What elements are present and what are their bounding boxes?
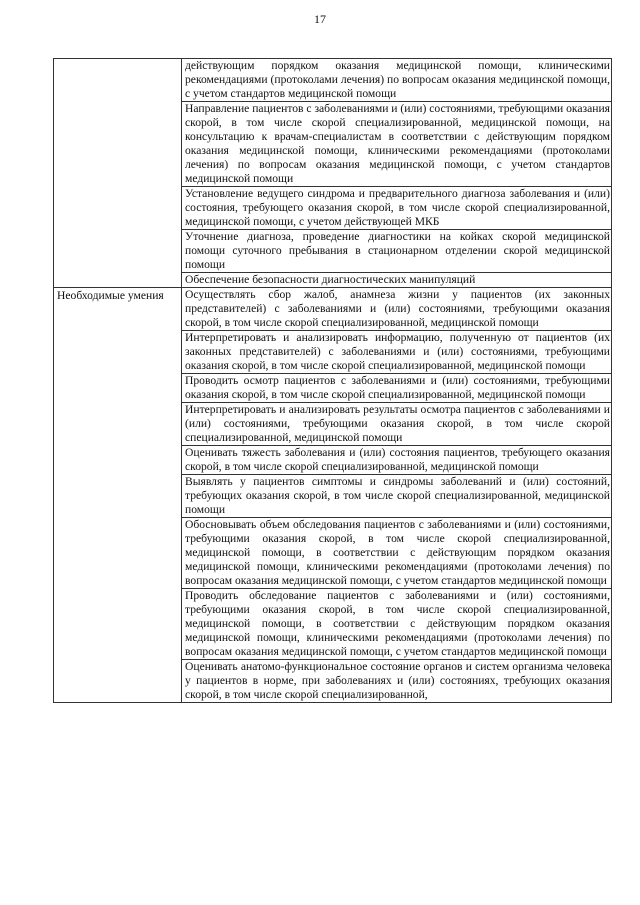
- list-item: Направление пациентов с заболеваниями и (или) состояниями, требующими оказания скорой, в том числе скорой специализированной, медицинской помощи, на консультацию к врачам-специалистам в соответствии с действующим порядком оказания медицинской помощи, клиническими рекомендациями (протоколами лечения) по вопросам оказания медицинской помощи, с учетом стандартов медицинской помощи: [182, 101, 611, 186]
- list-item: Интерпретировать и анализировать результаты осмотра пациентов с заболеваниями и (или) состояниями, требующими оказания скорой, в том числе скорой специализированной, медицинской помощи: [182, 402, 611, 445]
- list-item: действующим порядком оказания медицинской помощи, клиническими рекомендациями (протоколами лечения) по вопросам оказания медицинской помощи, с учетом стандартов медицинской помощи: [185, 59, 610, 100]
- competency-table: [53, 58, 612, 703]
- list-item: Выявлять у пациентов симптомы и синдромы заболеваний и (или) состояний, требующих оказания скорой, в том числе скорой специализированной, медицинской помощи: [182, 474, 611, 517]
- list-item: Уточнение диагноза, проведение диагностики на койках скорой медицинской помощи суточного пребывания в стационарном отделении скорой медицинской помощи: [182, 229, 611, 272]
- table-row: [54, 288, 612, 703]
- list-item: Обеспечение безопасности диагностических манипуляций: [182, 272, 611, 287]
- list-item: Обосновывать объем обследования пациентов с заболеваниями и (или) состояниями, требующими оказания скорой, в том числе скорой специализированной, медицинской помощи, в соответствии с действующим порядком оказания медицинской помощи, клиническими рекомендациями (протоколами лечения) по вопросам оказания медицинской помощи, с учетом стандартов медицинской помощи: [182, 517, 611, 588]
- list-item: Осуществлять сбор жалоб, анамнеза жизни у пациентов (их законных представителей) с заболеваниями и (или) состояниями, требующими оказания скорой, в том числе скорой специализированной, медицинской помощи: [185, 288, 610, 329]
- list-item: Оценивать тяжесть заболевания и (или) состояния пациентов, требующего оказания скорой, в том числе скорой специализированной, медицинской помощи: [182, 445, 611, 474]
- table-row: [54, 59, 612, 288]
- list-item: Оценивать анатомо-функциональное состояние органов и систем организма человека у пациентов в норме, при заболеваниях и (или) состояниях, требующих оказания скорой, в том числе скорой специализированной,: [182, 659, 611, 702]
- list-item: Установление ведущего синдрома и предварительного диагноза заболевания и (или) состояния, требующего оказания скорой, в том числе скорой специализированной, медицинской помощи, с учетом действующей МКБ: [182, 186, 611, 229]
- row-label: [54, 59, 182, 288]
- list-item: Проводить обследование пациентов с заболеваниями и (или) состояниями, требующими оказания скорой, в том числе скорой специализированной, медицинской помощи, в соответствии с действующим порядком оказания медицинской помощи, клиническими рекомендациями (протоколами лечения) по вопросам оказания медицинской помощи, с учетом стандартов медицинской помощи: [182, 588, 611, 659]
- row-items: [182, 288, 612, 703]
- list-item: Интерпретировать и анализировать информацию, полученную от пациентов (их законных представителей) с заболеваниями и (или) состояниями, требующими оказания скорой, в том числе скорой специализированной, медицинской помощи: [182, 330, 611, 373]
- list-item: Проводить осмотр пациентов с заболеваниями и (или) состояниями, требующими оказания скорой, в том числе скорой специализированной, медицинской помощи: [182, 373, 611, 402]
- row-items: [182, 59, 612, 288]
- page-number: 17: [314, 12, 326, 26]
- row-label: Необходимые умения: [54, 288, 182, 703]
